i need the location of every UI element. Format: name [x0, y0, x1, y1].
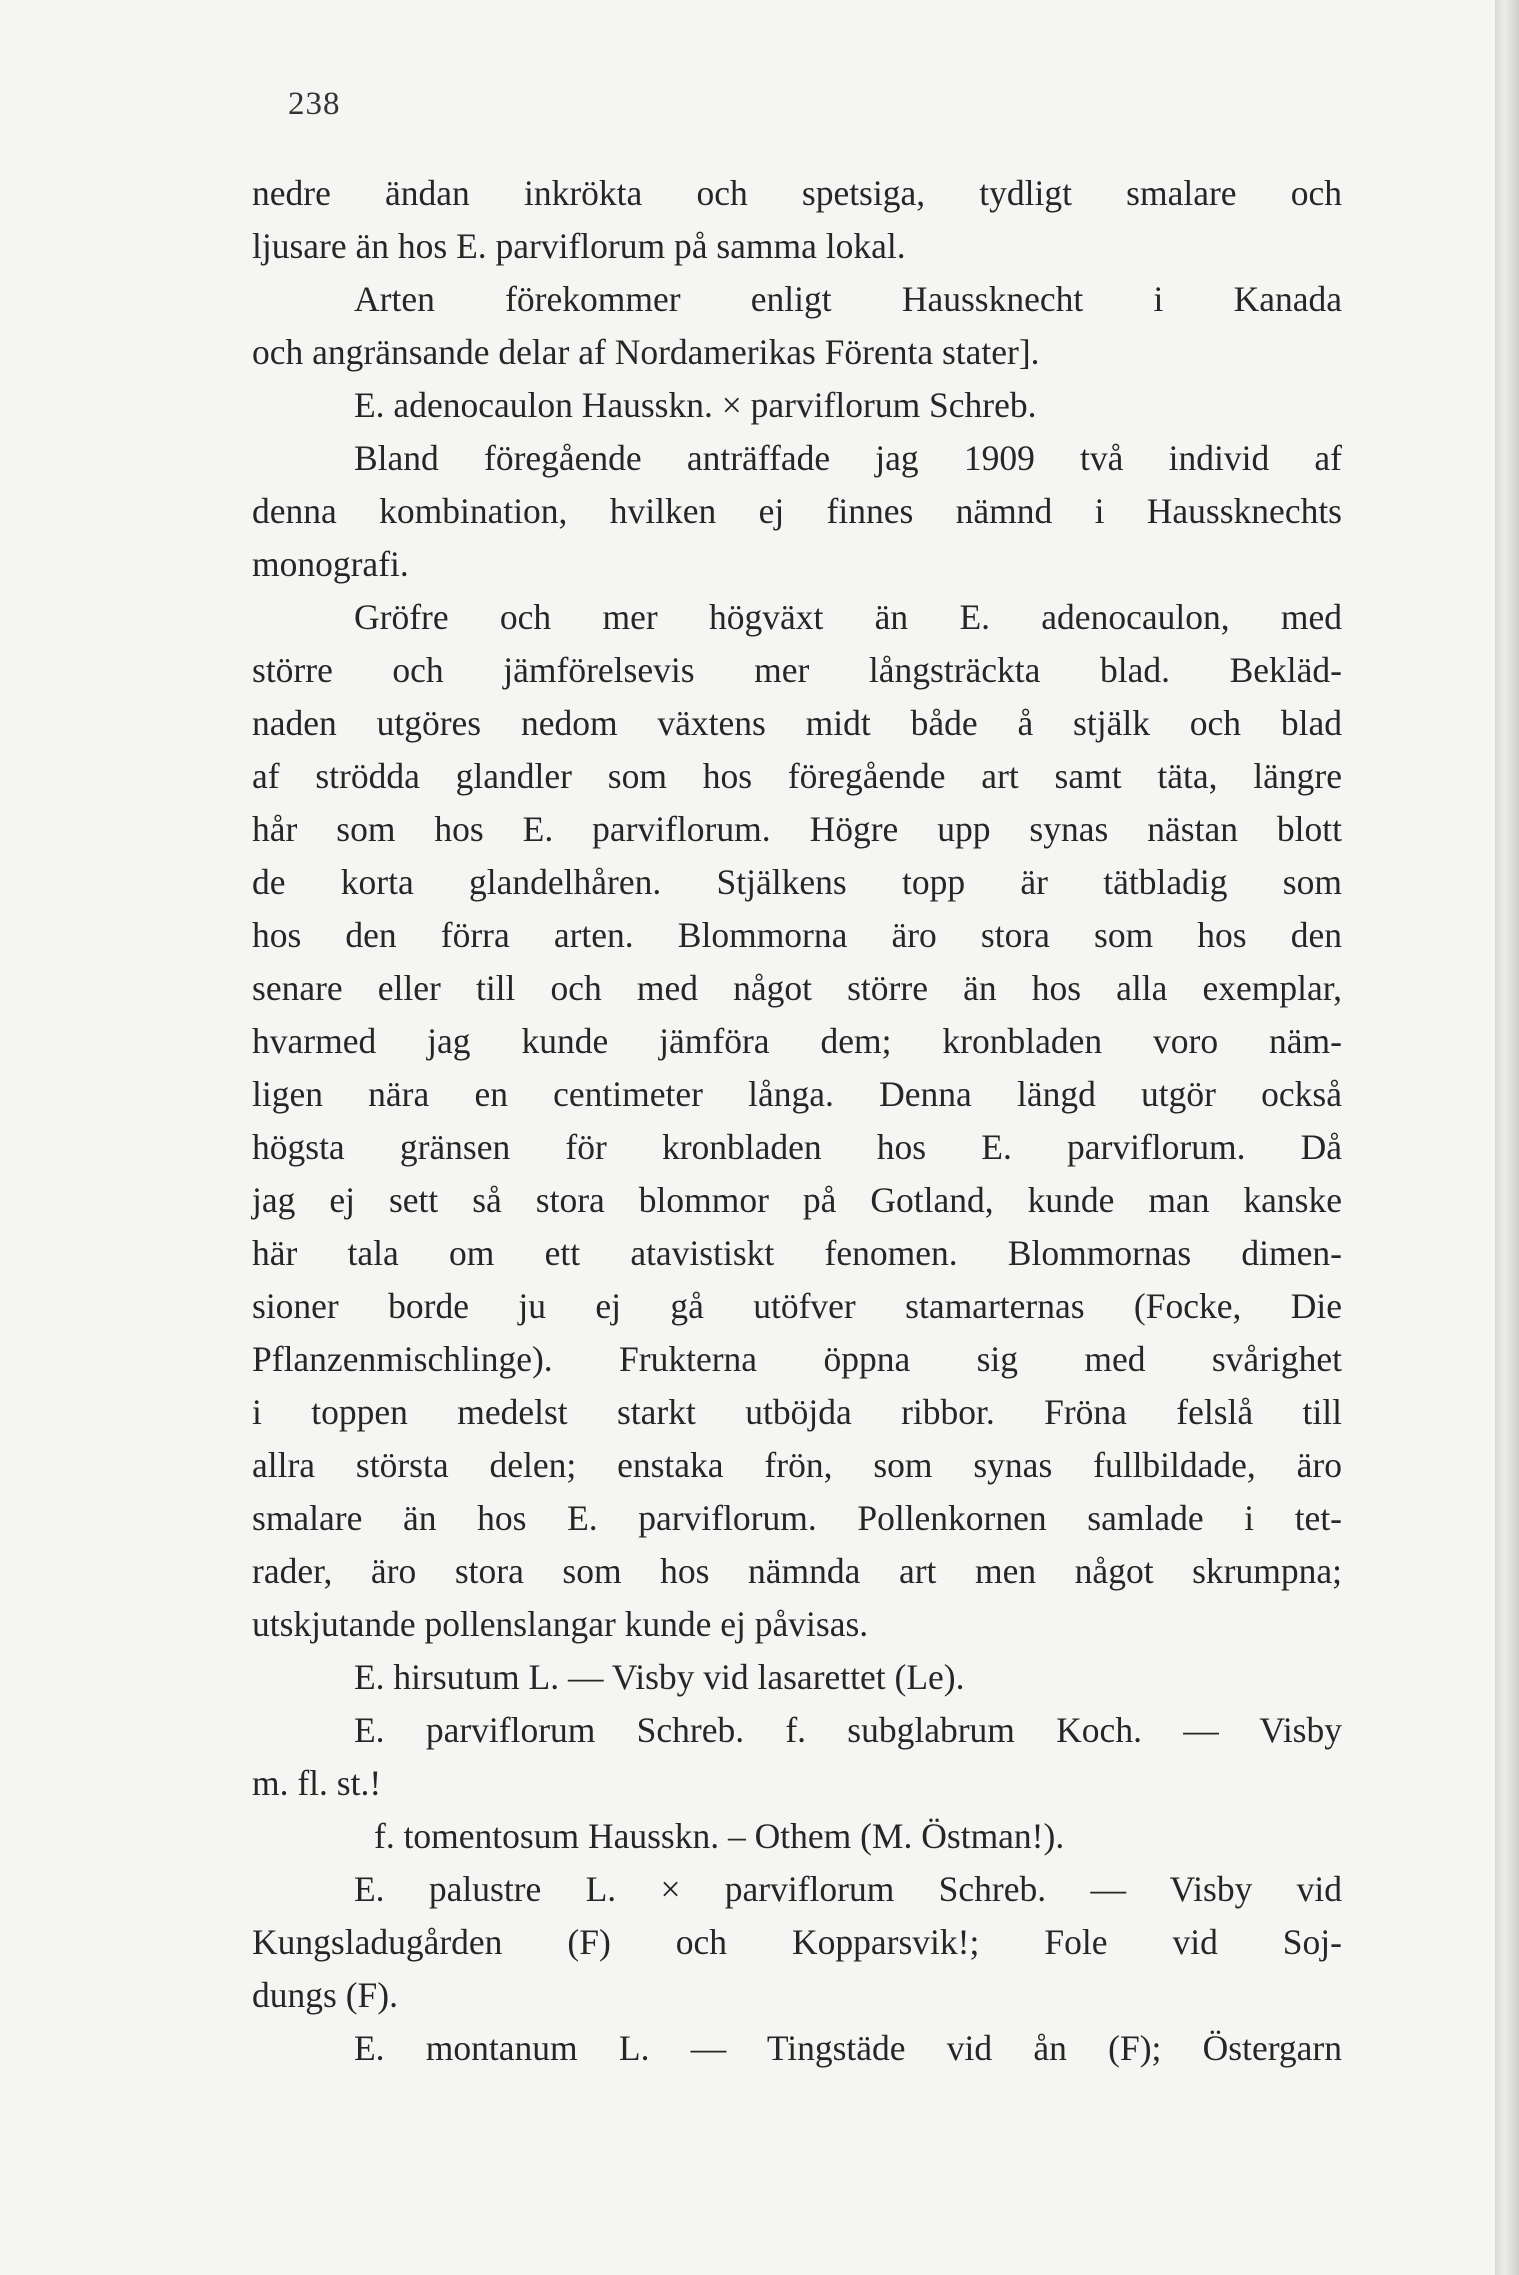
text-line: smalare än hos E. parviflorum. Pollenkornen samlade i tet- — [252, 1498, 1342, 1538]
text-line: m. fl. st.! — [252, 1763, 382, 1803]
text-line: Pflanzenmischlinge). Frukterna öppna sig med svårighet — [252, 1339, 1342, 1379]
species-entry: E. parviflorum Schreb. f. subglabrum Koch. — Visby — [354, 1710, 1342, 1750]
text-line: Gröfre och mer högväxt än E. adenocaulon, med — [354, 597, 1342, 637]
text-line: i toppen medelst starkt utböjda ribbor. Fröna felslå till — [252, 1392, 1342, 1432]
text-line: hos den förra arten. Blommorna äro stora som hos den — [252, 915, 1342, 955]
text-line: och angränsande delar af Nordamerikas Förenta stater]. — [252, 332, 1040, 372]
text-line: rader, äro stora som hos nämnda art men något skrumpna; — [252, 1551, 1342, 1591]
text-line: de korta glandelhåren. Stjälkens topp är tätbladig som — [252, 862, 1342, 902]
species-heading: E. adenocaulon Hausskn. × parviflorum Schreb. — [354, 385, 1037, 425]
text-line: allra största delen; enstaka frön, som synas fullbildade, äro — [252, 1445, 1342, 1485]
text-line: utskjutande pollenslangar kunde ej påvisas. — [252, 1604, 869, 1644]
text-line: större och jämförelsevis mer långsträckta blad. Bekläd- — [252, 650, 1342, 690]
species-entry: E. montanum L. — Tingstäde vid ån (F); Östergarn — [354, 2028, 1342, 2068]
species-entry: E. hirsutum L. — Visby vid lasarettet (Le). — [354, 1657, 965, 1697]
text-line: ligen nära en centimeter långa. Denna längd utgör också — [252, 1074, 1342, 1114]
body-text — [252, 167, 1342, 2075]
text-line: Arten förekommer enligt Haussknecht i Kanada — [354, 279, 1342, 319]
text-line: Kungsladugården (F) och Kopparsvik!; Fole vid Soj- — [252, 1922, 1342, 1962]
text-line: senare eller till och med något större än hos alla exemplar, — [252, 968, 1342, 1008]
text-line: här tala om ett atavistiskt fenomen. Blommornas dimen- — [252, 1233, 1342, 1273]
text-line: denna kombination, hvilken ej finnes nämnd i Haussknechts — [252, 491, 1342, 531]
text-line: sioner borde ju ej gå utöfver stamarternas (Focke, Die — [252, 1286, 1342, 1326]
text-line: jag ej sett så stora blommor på Gotland, kunde man kanske — [252, 1180, 1342, 1220]
text-line: monografi. — [252, 544, 409, 584]
text-line: Bland föregående anträffade jag 1909 två individ af — [354, 438, 1342, 478]
text-line: hår som hos E. parviflorum. Högre upp synas nästan blott — [252, 809, 1342, 849]
species-entry: f. tomentosum Hausskn. – Othem (M. Östman!). — [374, 1816, 1065, 1856]
text-line: dungs (F). — [252, 1975, 398, 2015]
page-edge-shadow — [1495, 0, 1519, 2275]
text-line: hvarmed jag kunde jämföra dem; kronbladen voro näm- — [252, 1021, 1342, 1061]
text-line: högsta gränsen för kronbladen hos E. parviflorum. Då — [252, 1127, 1342, 1167]
text-line: ljusare än hos E. parviflorum på samma lokal. — [252, 226, 906, 266]
text-line: af strödda glandler som hos föregående art samt täta, längre — [252, 756, 1342, 796]
species-entry: E. palustre L. × parviflorum Schreb. — Visby vid — [354, 1869, 1342, 1909]
text-line: naden utgöres nedom växtens midt både å stjälk och blad — [252, 703, 1342, 743]
page-number: 238 — [288, 86, 341, 122]
text-line: nedre ändan inkrökta och spetsiga, tydligt smalare och — [252, 173, 1342, 213]
